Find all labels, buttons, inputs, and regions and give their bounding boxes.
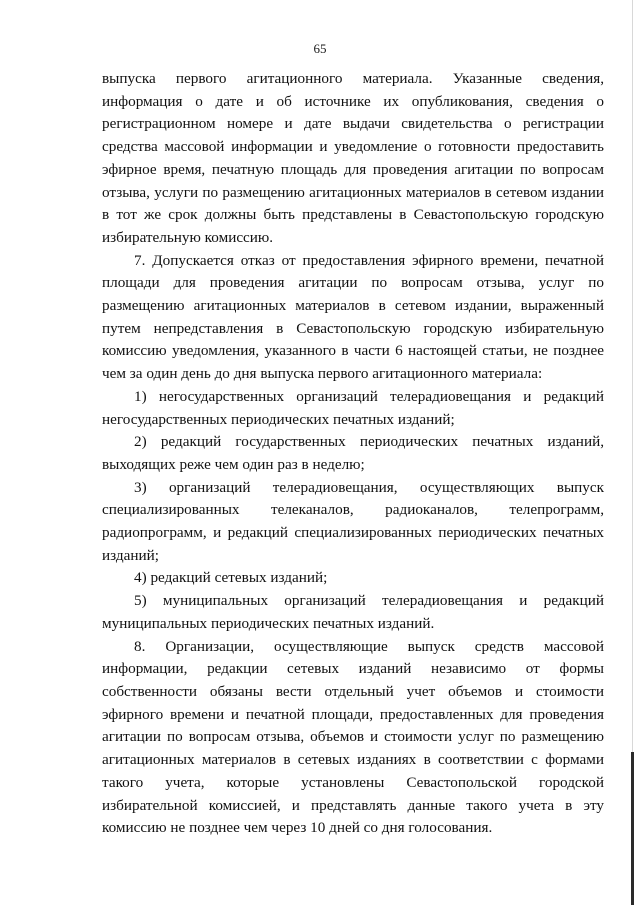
list-item-5: 5) муниципальных организаций телерадиовещания и редакций муниципальных периодических печатных изданий. bbox=[102, 592, 604, 632]
document-body bbox=[102, 68, 604, 840]
paragraph-clause-8: 8. Организации, осуществляющие выпуск средств массовой информации, редакции сетевых изданий независимо от формы собственности обязаны вести отдельный учет объемов и стоимости эфирного времени и печатной площади, предоставленных для проведения агитации по вопросам отзыва, объемов и стоимости услуг по размещению агитационных материалов в сетевых изданиях в соответствии с формами такого учета, которые установлены Севастопольской городской избирательной комиссией, и представлять данные такого учета в эту комиссию не позднее чем через 10 дней со дня голосования. bbox=[102, 637, 604, 837]
list-item-2: 2) редакций государственных периодических печатных изданий, выходящих реже чем один раз в неделю; bbox=[102, 433, 604, 473]
paragraph-continuation: выпуска первого агитационного материала. Указанные сведения, информация о дате и об источнике их опубликования, сведения о регистрационном номере и дате выдачи свидетельства о регистрации средства массовой информации и уведомление о готовности предоставить эфирное время, печатную площадь для проведения агитации по вопросам отзыва, услуги по размещению агитационных материалов в сетевом издании в тот же срок должны быть представлены в Севастопольскую городскую избирательную комиссию. bbox=[102, 70, 604, 246]
scan-edge-mark bbox=[631, 752, 634, 905]
list-item-3: 3) организаций телерадиовещания, осуществляющих выпуск специализированных телеканалов, радиоканалов, телепрограмм, радиопрограмм, и редакций специализированных периодических печатных изданий; bbox=[102, 478, 604, 564]
paragraph-clause-7: 7. Допускается отказ от предоставления эфирного времени, печатной площади для проведения агитации по вопросам отзыва, услуг по размещению агитационных материалов в сетевом издании, выраженный путем непредставления в Севастопольскую городскую избирательную комиссию уведомления, указанного в части 6 настоящей статьи, не позднее чем за один день до дня выпуска первого агитационного материала: bbox=[102, 251, 604, 383]
list-item-4: 4) редакций сетевых изданий; bbox=[134, 569, 328, 587]
page-number: 65 bbox=[313, 41, 327, 56]
list-item-1: 1) негосударственных организаций телерадиовещания и редакций негосударственных периодических печатных изданий; bbox=[102, 387, 604, 428]
scan-edge-shadow bbox=[632, 0, 633, 752]
